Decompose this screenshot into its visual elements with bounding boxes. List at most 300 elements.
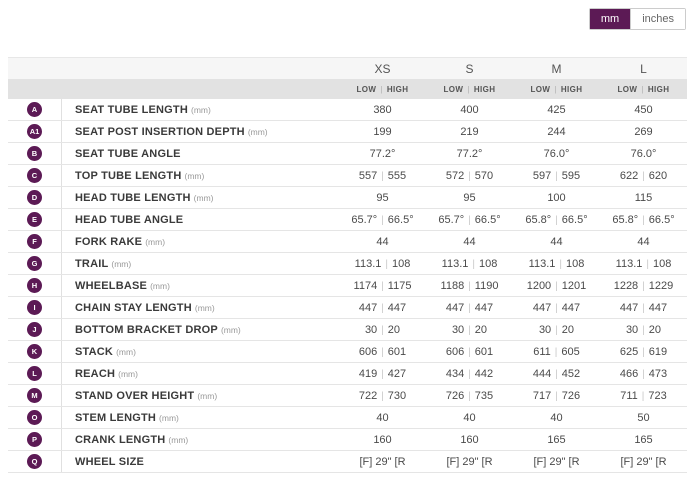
- value-divider: |: [381, 214, 384, 226]
- row-badge-cell: [8, 341, 62, 362]
- value-low: 113.1: [615, 257, 643, 270]
- value-low: 65.7°: [351, 213, 378, 226]
- value-cell: [600, 280, 687, 292]
- row-letter-badge: J: [27, 322, 42, 337]
- value-cell: [339, 214, 426, 226]
- value-divider: |: [641, 390, 645, 402]
- value-cell: [513, 434, 600, 446]
- value-cell: [513, 368, 600, 380]
- row-label-cell: [62, 275, 339, 296]
- value-high: 1201: [561, 279, 587, 292]
- table-row: [8, 99, 687, 121]
- value-divider: |: [468, 214, 471, 226]
- row-label: STAND OVER HEIGHT: [75, 389, 195, 402]
- table-row: [8, 341, 687, 363]
- row-badge-cell: [8, 363, 62, 384]
- value-cell: [426, 456, 513, 468]
- value-high: 20: [474, 323, 488, 336]
- value: 95: [463, 191, 476, 204]
- value-high: 66.5°: [387, 213, 414, 226]
- value: 44: [376, 235, 389, 248]
- value-high: 452: [561, 367, 581, 380]
- row-badge-cell: [8, 165, 62, 186]
- value-divider: |: [381, 302, 384, 314]
- value-low: 557: [358, 169, 378, 182]
- value-high: 726: [561, 389, 581, 402]
- row-letter-badge: F: [27, 234, 42, 249]
- size-header-m: M: [551, 61, 562, 76]
- value-cell: [600, 434, 687, 446]
- value: 40: [550, 411, 563, 424]
- value: 76.0°: [543, 147, 570, 160]
- value-low: 65.8°: [525, 213, 552, 226]
- row-label: WHEELBASE: [75, 279, 148, 292]
- value-low: 30: [625, 323, 639, 336]
- value-low: 30: [538, 323, 552, 336]
- value-high: 1175: [387, 279, 412, 292]
- value: 425: [547, 103, 566, 116]
- value-cell: [513, 258, 600, 270]
- value-high: 595: [561, 169, 581, 182]
- value-cell: [426, 236, 513, 248]
- row-label-cell: [62, 231, 339, 252]
- value-low: 30: [451, 323, 465, 336]
- value-high: 447: [648, 301, 668, 314]
- value-divider: |: [555, 214, 558, 226]
- row-label-cell: [62, 451, 339, 472]
- value-cell: [600, 170, 687, 182]
- value-cell: [339, 258, 426, 270]
- value: [F] 29" [R: [620, 455, 667, 468]
- value-cell: [600, 192, 687, 204]
- value-high: 1229: [648, 279, 674, 292]
- row-label: CHAIN STAY LENGTH: [75, 301, 192, 314]
- row-unit: (mm): [194, 302, 215, 313]
- value-cell: [600, 258, 687, 270]
- row-letter-badge: H: [27, 278, 42, 293]
- value-cell: [513, 324, 600, 336]
- row-letter-badge: I: [27, 300, 42, 315]
- value-low: 419: [358, 367, 378, 380]
- value-high: 601: [387, 345, 407, 358]
- row-badge-cell: [8, 297, 62, 318]
- row-label-cell: [62, 385, 339, 406]
- value-divider: |: [559, 258, 562, 270]
- low-label: LOW: [443, 84, 464, 94]
- value-cell: [513, 126, 600, 138]
- row-badge-cell: [8, 231, 62, 252]
- row-label: CRANK LENGTH: [75, 433, 166, 446]
- row-badge-cell: [8, 385, 62, 406]
- row-label-cell: [62, 143, 339, 164]
- value-cell: [339, 346, 426, 358]
- value-cell: [426, 148, 513, 160]
- value-low: 466: [619, 367, 639, 380]
- low-high-divider: |: [554, 84, 557, 94]
- value-cell: [339, 390, 426, 402]
- value-low: 606: [358, 345, 378, 358]
- row-label: TOP TUBE LENGTH: [75, 169, 182, 182]
- size-header-row: [8, 57, 687, 79]
- row-unit: (mm): [220, 324, 241, 335]
- low-high-divider: |: [641, 84, 644, 94]
- value: 40: [376, 411, 389, 424]
- value-cell: [600, 368, 687, 380]
- value-cell: [339, 456, 426, 468]
- value-low: 30: [364, 323, 378, 336]
- table-body: [8, 99, 687, 473]
- table-row: [8, 165, 687, 187]
- row-label: STEM LENGTH: [75, 411, 157, 424]
- value-divider: |: [555, 390, 558, 402]
- value-low: 1174: [353, 279, 378, 292]
- row-unit: (mm): [184, 170, 205, 181]
- value: 100: [547, 191, 566, 204]
- value-high: 66.5°: [561, 213, 588, 226]
- header-spacer: [62, 58, 339, 79]
- value-high: 1190: [474, 279, 499, 292]
- value-cell: [600, 126, 687, 138]
- table-row: [8, 143, 687, 165]
- value-high: 442: [474, 367, 494, 380]
- row-badge-cell: [8, 451, 62, 472]
- row-label-cell: [62, 363, 339, 384]
- value-cell: [513, 302, 600, 314]
- row-letter-badge: Q: [27, 454, 42, 469]
- row-letter-badge: P: [27, 432, 42, 447]
- row-letter-badge: E: [27, 212, 42, 227]
- row-badge-cell: [8, 209, 62, 230]
- value-low: 444: [532, 367, 552, 380]
- value-cell: [339, 302, 426, 314]
- high-label: HIGH: [560, 84, 583, 94]
- value-high: 427: [387, 367, 407, 380]
- high-label: HIGH: [647, 84, 670, 94]
- value-cell: [513, 412, 600, 424]
- row-label: BOTTOM BRACKET DROP: [75, 323, 218, 336]
- value-high: 620: [648, 169, 668, 182]
- value: [F] 29" [R: [446, 455, 493, 468]
- value-cell: [339, 126, 426, 138]
- row-badge-cell: [8, 187, 62, 208]
- unit-toggle: [589, 8, 686, 30]
- value-high: 108: [652, 257, 672, 270]
- row-label: REACH: [75, 367, 116, 380]
- value-cell: [600, 214, 687, 226]
- value-cell: [513, 104, 600, 116]
- value-cell: [339, 412, 426, 424]
- low-high-subheader-row: [8, 79, 687, 99]
- size-header-s: S: [465, 61, 474, 76]
- value-high: 735: [474, 389, 494, 402]
- value-cell: [426, 346, 513, 358]
- header-spacer: [8, 58, 62, 79]
- value-high: 730: [387, 389, 407, 402]
- value: [F] 29" [R: [359, 455, 406, 468]
- value-low: 447: [619, 301, 639, 314]
- value-low: 597: [532, 169, 552, 182]
- value-high: 108: [478, 257, 498, 270]
- value-cell: [426, 170, 513, 182]
- value-high: 723: [648, 389, 667, 402]
- value-divider: |: [642, 302, 645, 314]
- value-high: 473: [648, 367, 668, 380]
- low-high-divider: |: [467, 84, 470, 94]
- value-high: 447: [387, 301, 407, 314]
- value-divider: |: [468, 170, 471, 182]
- value-low: 1200: [526, 279, 552, 292]
- table-row: [8, 275, 687, 297]
- value-divider: |: [381, 346, 384, 358]
- row-letter-badge: K: [27, 344, 42, 359]
- row-unit: (mm): [111, 258, 132, 269]
- value-cell: [426, 368, 513, 380]
- value-divider: |: [468, 390, 471, 402]
- row-badge-cell: [8, 407, 62, 428]
- low-high-header: [600, 85, 687, 94]
- row-unit: (mm): [145, 236, 166, 247]
- row-label-cell: [62, 99, 339, 120]
- value-high: 66.5°: [648, 213, 675, 226]
- row-badge-cell: [8, 429, 62, 450]
- value-cell: [600, 104, 687, 116]
- row-unit: (mm): [150, 280, 170, 291]
- table-row: [8, 407, 687, 429]
- row-letter-badge: B: [27, 146, 42, 161]
- value: 76.0°: [630, 147, 657, 160]
- value-low: 1228: [613, 279, 639, 292]
- value-low: 611: [533, 345, 551, 358]
- high-label: HIGH: [386, 84, 409, 94]
- value-cell: [339, 324, 426, 336]
- row-label-cell: [62, 297, 339, 318]
- row-badge-cell: [8, 99, 62, 120]
- value: 95: [376, 191, 389, 204]
- value-cell: [513, 214, 600, 226]
- value: 450: [634, 103, 653, 116]
- row-label-cell: [62, 253, 339, 274]
- value-cell: [426, 280, 513, 292]
- row-unit: (mm): [193, 192, 214, 203]
- value-low: 447: [532, 301, 552, 314]
- value-cell: [600, 236, 687, 248]
- value-low: 113.1: [354, 257, 382, 270]
- value-divider: |: [642, 324, 645, 336]
- value-divider: |: [642, 280, 645, 292]
- value-cell: [426, 258, 513, 270]
- value-high: 66.5°: [474, 213, 501, 226]
- value-divider: |: [554, 346, 558, 358]
- value-cell: [426, 434, 513, 446]
- value-high: 601: [474, 345, 494, 358]
- row-letter-badge: L: [27, 366, 42, 381]
- row-badge-cell: [8, 121, 62, 142]
- row-letter-badge: G: [27, 256, 42, 271]
- value: 269: [634, 125, 653, 138]
- value-cell: [513, 346, 600, 358]
- row-label-cell: [62, 121, 339, 142]
- row-label: STACK: [75, 345, 114, 358]
- low-label: LOW: [617, 84, 638, 94]
- value-cell: [426, 412, 513, 424]
- value-cell: [600, 302, 687, 314]
- value-divider: |: [468, 280, 471, 292]
- row-letter-badge: D: [27, 190, 42, 205]
- value-cell: [339, 434, 426, 446]
- value-cell: [339, 170, 426, 182]
- size-header-l: L: [640, 61, 647, 76]
- value-low: 572: [445, 169, 465, 182]
- value-high: 20: [387, 323, 401, 336]
- value-high: 108: [565, 257, 585, 270]
- value-low: 625: [619, 345, 639, 358]
- value: 165: [634, 433, 653, 446]
- table-row: [8, 363, 687, 385]
- value-divider: |: [381, 368, 384, 380]
- value-cell: [513, 456, 600, 468]
- row-badge-cell: [8, 319, 62, 340]
- value-cell: [600, 390, 687, 402]
- value-divider: |: [472, 258, 475, 270]
- low-high-header: [339, 85, 426, 94]
- value-cell: [339, 236, 426, 248]
- row-label-cell: [62, 341, 339, 362]
- row-label-cell: [62, 209, 339, 230]
- row-letter-badge: C: [27, 168, 42, 183]
- row-badge-cell: [8, 143, 62, 164]
- row-unit: (mm): [191, 104, 211, 115]
- value: 400: [460, 103, 479, 116]
- value-cell: [426, 302, 513, 314]
- value: 44: [463, 235, 476, 248]
- table-row: [8, 187, 687, 209]
- value-cell: [339, 192, 426, 204]
- value-high: 20: [648, 323, 662, 336]
- high-label: HIGH: [473, 84, 496, 94]
- value-low: 65.7°: [438, 213, 465, 226]
- value-cell: [513, 390, 600, 402]
- mm-toggle-button[interactable]: mm: [590, 9, 630, 29]
- table-row: [8, 319, 687, 341]
- value-cell: [426, 104, 513, 116]
- value-cell: [339, 148, 426, 160]
- row-label: SEAT TUBE ANGLE: [75, 147, 181, 160]
- row-letter-badge: A1: [27, 124, 42, 139]
- value-high: 20: [561, 323, 575, 336]
- table-row: [8, 451, 687, 473]
- value-divider: |: [385, 258, 388, 270]
- value-high: 570: [474, 169, 494, 182]
- value-divider: |: [646, 258, 649, 270]
- value: 199: [373, 125, 392, 138]
- value: 50: [637, 411, 650, 424]
- value: 40: [463, 411, 476, 424]
- value-cell: [426, 390, 513, 402]
- value: 380: [373, 103, 392, 116]
- value-high: 108: [391, 257, 411, 270]
- value-cell: [600, 456, 687, 468]
- table-row: [8, 231, 687, 253]
- value-high: 447: [474, 301, 494, 314]
- row-unit: (mm): [247, 126, 268, 137]
- row-unit: (mm): [159, 412, 179, 423]
- value: 219: [460, 125, 479, 138]
- subheader-spacer: [62, 79, 339, 99]
- value-divider: |: [642, 214, 645, 226]
- value-low: 1188: [440, 279, 465, 292]
- value-cell: [513, 236, 600, 248]
- row-label: TRAIL: [75, 257, 109, 270]
- row-letter-badge: O: [27, 410, 42, 425]
- table-row: [8, 297, 687, 319]
- value-low: 434: [445, 367, 465, 380]
- value-low: 447: [445, 301, 465, 314]
- row-label: HEAD TUBE LENGTH: [75, 191, 191, 204]
- row-label: SEAT TUBE LENGTH: [75, 103, 188, 116]
- value-low: 606: [445, 345, 465, 358]
- value: 115: [634, 191, 653, 204]
- size-header-xs: XS: [374, 61, 391, 76]
- row-label-cell: [62, 187, 339, 208]
- value-cell: [339, 280, 426, 292]
- row-unit: (mm): [118, 368, 138, 379]
- low-high-header: [513, 85, 600, 94]
- table-row: [8, 429, 687, 451]
- value: 160: [460, 433, 479, 446]
- value-low: 113.1: [528, 257, 556, 270]
- value-cell: [339, 368, 426, 380]
- value-divider: |: [642, 346, 645, 358]
- value-cell: [513, 280, 600, 292]
- table-row: [8, 209, 687, 231]
- value-cell: [600, 324, 687, 336]
- value-high: 555: [387, 169, 407, 182]
- value-divider: |: [555, 302, 558, 314]
- value-divider: |: [381, 390, 384, 402]
- value-divider: |: [468, 302, 471, 314]
- inches-toggle-button[interactable]: inches: [630, 9, 685, 29]
- row-unit: (mm): [168, 434, 189, 445]
- geometry-table: [8, 57, 687, 473]
- value-low: 722: [358, 389, 378, 402]
- value-cell: [426, 126, 513, 138]
- row-label: SEAT POST INSERTION DEPTH: [75, 125, 245, 138]
- value-divider: |: [555, 368, 558, 380]
- value: 160: [373, 433, 392, 446]
- value-cell: [426, 324, 513, 336]
- value-high: 619: [648, 345, 668, 358]
- value-high: 605: [561, 345, 580, 358]
- value-divider: |: [468, 346, 471, 358]
- value-low: 711: [620, 389, 638, 402]
- value-divider: |: [555, 170, 558, 182]
- value-low: 726: [445, 389, 465, 402]
- value-cell: [513, 192, 600, 204]
- value-cell: [600, 148, 687, 160]
- value-high: 447: [561, 301, 581, 314]
- value: [F] 29" [R: [533, 455, 580, 468]
- value-divider: |: [468, 368, 471, 380]
- table-row: [8, 121, 687, 143]
- value-divider: |: [555, 280, 558, 292]
- value: 165: [547, 433, 566, 446]
- subheader-spacer: [8, 79, 62, 99]
- value: 44: [550, 235, 563, 248]
- value-cell: [426, 192, 513, 204]
- value-divider: |: [381, 324, 384, 336]
- value-low: 113.1: [441, 257, 469, 270]
- value-divider: |: [381, 280, 384, 292]
